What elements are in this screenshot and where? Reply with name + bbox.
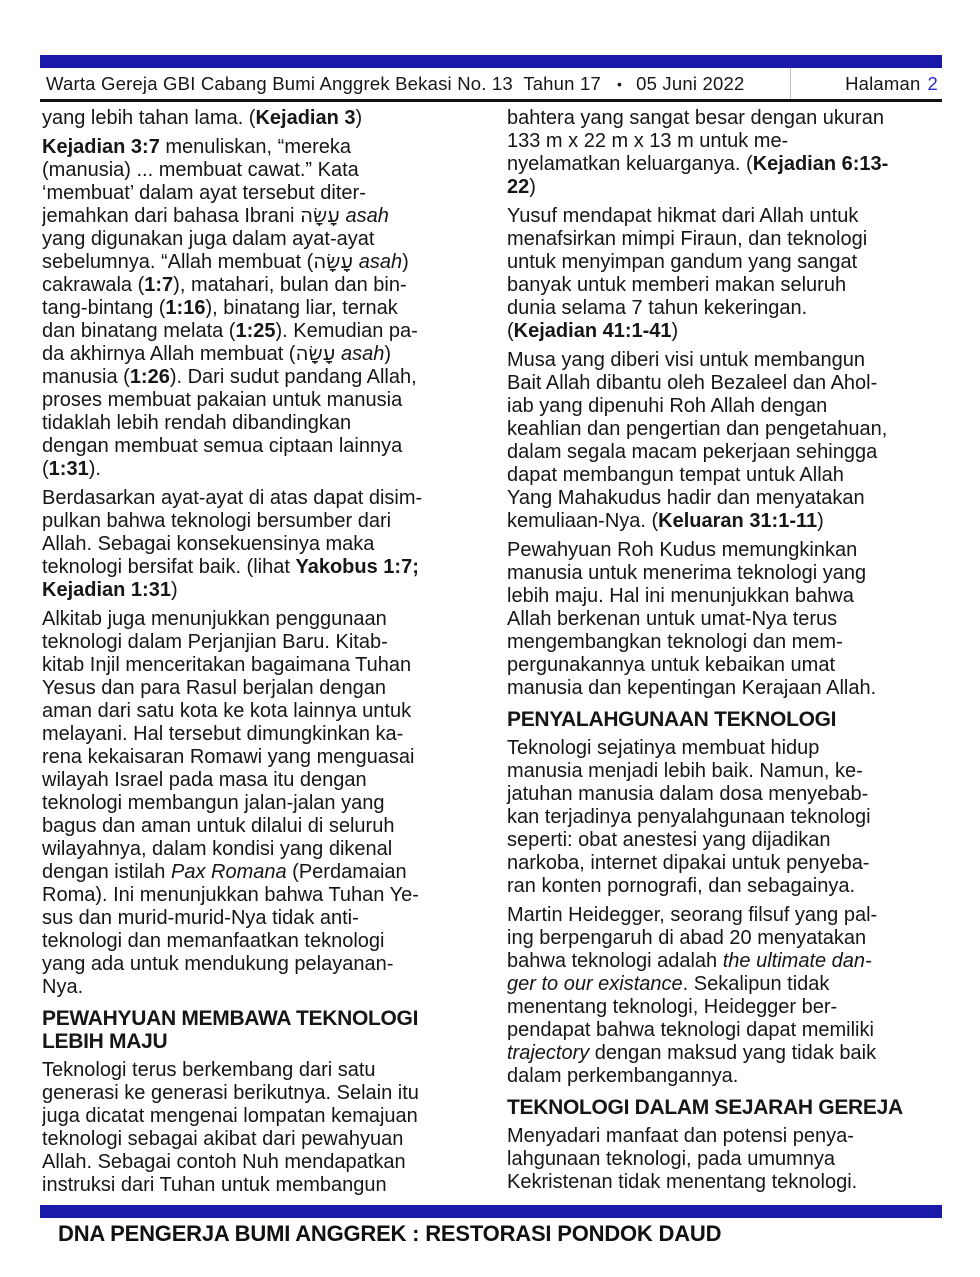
page-footer (58, 1221, 721, 1247)
paragraph (42, 136, 477, 481)
text-line: dalam segala macam pekerjaan sehingga (507, 441, 878, 463)
column-left (42, 107, 477, 1203)
text-line: pendapat bahwa teknologi dapat memiliki (507, 1019, 874, 1041)
text-line: jatuhan manusia dalam dosa menyebab- (507, 783, 869, 805)
text-line: sebelumnya. “Allah membuat (עָשָׂה asah) (42, 249, 409, 273)
text-line: cakrawala (1:7), matahari, bulan dan bin- (42, 274, 407, 296)
bullet-separator: • (616, 75, 623, 92)
text-line: teknologi membangun jalan-jalan yang (42, 792, 385, 814)
text-line: LEBIH MAJU (42, 1030, 168, 1053)
text-line: Teknologi sejatinya membuat hidup (507, 737, 820, 759)
text-line: juga dicatat mengenai lompatan kemajuan (42, 1105, 418, 1127)
text-line: yang digunakan juga dalam ayat-ayat (42, 228, 375, 250)
paragraph (42, 1059, 477, 1197)
newsletter-masthead (40, 73, 744, 95)
text-line: Yusuf mendapat hikmat dari Allah untuk (507, 205, 859, 227)
text-line: untuk menyimpan gandum yang sangat (507, 251, 858, 273)
text-line: seperti: obat anestesi yang dijadikan (507, 829, 831, 851)
text-line: Yang Mahakudus hadir dan menyatakan (507, 487, 865, 509)
text-line: Allah. Sebagai contoh Nuh mendapatkan (42, 1151, 406, 1173)
text-line: aman dari satu kota ke kota lainnya untuk (42, 700, 412, 722)
text-line: generasi ke generasi berikutnya. Selain itu (42, 1082, 419, 1104)
page-number-value: 2 (927, 72, 938, 94)
text-line: tang-bintang (1:16), binatang liar, ternak (42, 297, 398, 319)
text-line: ‘membuat’ dalam ayat tersebut diter- (42, 182, 366, 204)
issue-date: 05 Juni 2022 (636, 72, 745, 94)
newsletter-title: Warta Gereja GBI Cabang Bumi Anggrek Bekasi No. 13 Tahun 17 (46, 72, 601, 94)
paragraph (507, 539, 942, 700)
text-line: ing berpengaruh di abad 20 menyatakan (507, 927, 867, 949)
article-body (42, 107, 942, 1203)
text-line: kan terjadinya penyalahgunaan teknologi (507, 806, 871, 828)
text-line: teknologi dan memanfaatkan teknologi (42, 930, 385, 952)
text-line: menafsirkan mimpi Firaun, dan teknologi (507, 228, 868, 250)
text-line: yang lebih tahan lama. (Kejadian 3) (42, 107, 363, 129)
text-line: (Kejadian 41:1-41) (507, 320, 679, 342)
text-line: teknologi sebagai akibat dari pewahyuan (42, 1128, 404, 1150)
text-line: Kejadian 1:31) (42, 579, 178, 601)
text-line: bahtera yang sangat besar dengan ukuran (507, 107, 884, 129)
text-line: kemuliaan-Nya. (Keluaran 31:1-11) (507, 510, 824, 532)
text-line: Menyadari manfaat dan potensi penya- (507, 1125, 854, 1147)
paragraph (507, 737, 942, 898)
text-line: Kejadian 3:7 menuliskan, “mereka (42, 136, 352, 158)
column-right (507, 107, 942, 1203)
text-line: teknologi dalam Perjanjian Baru. Kitab- (42, 631, 388, 653)
text-line: menentang teknologi, Heidegger ber- (507, 996, 838, 1018)
text-line: bahwa teknologi adalah the ultimate dan- (507, 950, 872, 972)
page-header (40, 68, 942, 99)
paragraph (507, 349, 942, 533)
text-line: Kekristenan tidak menentang teknologi. (507, 1171, 858, 1193)
paragraph (42, 487, 477, 602)
text-line: lebih maju. Hal ini menunjukkan bahwa (507, 585, 854, 607)
text-line: yang ada untuk mendukung pelayanan- (42, 953, 394, 975)
text-line: kitab Injil menceritakan bagaimana Tuhan (42, 654, 412, 676)
section-heading (507, 708, 942, 731)
text-line: teknologi bersifat baik. (lihat Yakobus 1:7; (42, 556, 419, 578)
text-line: rena kekaisaran Romawi yang menguasai (42, 746, 415, 768)
text-line: ger to our existance. Sekalipun tidak (507, 973, 830, 995)
text-line: 133 m x 22 m x 13 m untuk me- (507, 130, 789, 152)
page-number-cell (790, 68, 942, 99)
text-line: dapat membangun tempat untuk Allah (507, 464, 844, 486)
text-line: pergunakannya untuk kebaikan umat (507, 654, 836, 676)
text-line: Roma). Ini menunjukkan bahwa Tuhan Ye- (42, 884, 419, 906)
text-line: dalam perkembangannya. (507, 1065, 739, 1087)
paragraph (42, 608, 477, 999)
text-line: TEKNOLOGI DALAM SEJARAH GEREJA (507, 1096, 903, 1119)
text-line: manusia (1:26). Dari sudut pandang Allah, (42, 366, 417, 388)
text-line: bagus dan aman untuk dilalui di seluruh (42, 815, 395, 837)
text-line: trajectory dengan maksud yang tidak baik (507, 1042, 877, 1064)
page-number-label: Halaman (845, 72, 921, 94)
text-line: da akhirnya Allah membuat (עָשָׂה asah) (42, 341, 392, 365)
text-line: keahlian dan pengertian dan pengetahuan, (507, 418, 888, 440)
text-line: PENYALAHGUNAAN TEKNOLOGI (507, 708, 837, 731)
paragraph (507, 904, 942, 1088)
text-line: banyak untuk memberi makan seluruh (507, 274, 847, 296)
text-line: Allah berkenan untuk umat-Nya terus (507, 608, 838, 630)
text-line: tidaklah lebih rendah dibandingkan (42, 412, 352, 434)
text-line: Yesus dan para Rasul berjalan dengan (42, 677, 386, 699)
text-line: nyelamatkan keluarganya. (Kejadian 6:13- (507, 153, 889, 175)
text-line: 22) (507, 176, 536, 198)
text-line: pulkan bahwa teknologi bersumber dari (42, 510, 392, 532)
text-line: Bait Allah dibantu oleh Bezaleel dan Ahol- (507, 372, 878, 394)
text-line: proses membuat pakaian untuk manusia (42, 389, 403, 411)
text-line: Allah. Sebagai konsekuensinya maka (42, 533, 375, 555)
text-line: manusia menjadi lebih baik. Namun, ke- (507, 760, 863, 782)
text-line: Berdasarkan ayat-ayat di atas dapat disim- (42, 487, 423, 509)
text-line: ran konten pornografi, dan sebagainya. (507, 875, 856, 897)
text-line: dan binatang melata (1:25). Kemudian pa- (42, 320, 418, 342)
text-line: manusia untuk menerima teknologi yang (507, 562, 867, 584)
text-line: Alkitab juga menunjukkan penggunaan (42, 608, 387, 630)
text-line: Teknologi terus berkembang dari satu (42, 1059, 376, 1081)
footer-headline: DNA PENGERJA BUMI ANGGREK : RESTORASI PONDOK DAUD (58, 1221, 722, 1246)
text-line: PEWAHYUAN MEMBAWA TEKNOLOGI (42, 1007, 419, 1030)
paragraph (507, 1125, 942, 1194)
text-line: Pewahyuan Roh Kudus memungkinkan (507, 539, 858, 561)
text-line: manusia dan kepentingan Kerajaan Allah. (507, 677, 877, 699)
text-line: lahgunaan teknologi, pada umumnya (507, 1148, 836, 1170)
text-line: dunia selama 7 tahun kekeringan. (507, 297, 808, 319)
text-line: (manusia) ... membuat cawat.” Kata (42, 159, 359, 181)
paragraph (42, 107, 477, 130)
text-line: narkoba, internet dipakai untuk penyeba- (507, 852, 870, 874)
text-line: sus dan murid-murid-Nya tidak anti- (42, 907, 359, 929)
text-line: dengan istilah Pax Romana (Perdamaian (42, 861, 407, 883)
section-heading (507, 1096, 942, 1119)
text-line: iab yang dipenuhi Roh Allah dengan (507, 395, 828, 417)
paragraph (507, 107, 942, 199)
text-line: Musa yang diberi visi untuk membangun (507, 349, 865, 371)
text-line: melayani. Hal tersebut dimungkinkan ka- (42, 723, 404, 745)
text-line: wilayah Israel pada masa itu dengan (42, 769, 367, 791)
top-accent-bar (40, 55, 942, 68)
bottom-accent-bar (40, 1205, 942, 1218)
text-line: Nya. (42, 976, 84, 998)
header-rule (40, 99, 942, 102)
text-line: Martin Heidegger, seorang filsuf yang pal- (507, 904, 878, 926)
text-line: jemahkan dari bahasa Ibrani עָשָׂה asah (42, 203, 389, 227)
text-line: dengan membuat semua ciptaan lainnya (42, 435, 403, 457)
section-heading (42, 1007, 477, 1053)
text-line: mengembangkan teknologi dan mem- (507, 631, 843, 653)
text-line: wilayahnya, dalam kondisi yang dikenal (42, 838, 393, 860)
paragraph (507, 205, 942, 343)
text-line: instruksi dari Tuhan untuk membangun (42, 1174, 387, 1196)
text-line: (1:31). (42, 458, 101, 480)
